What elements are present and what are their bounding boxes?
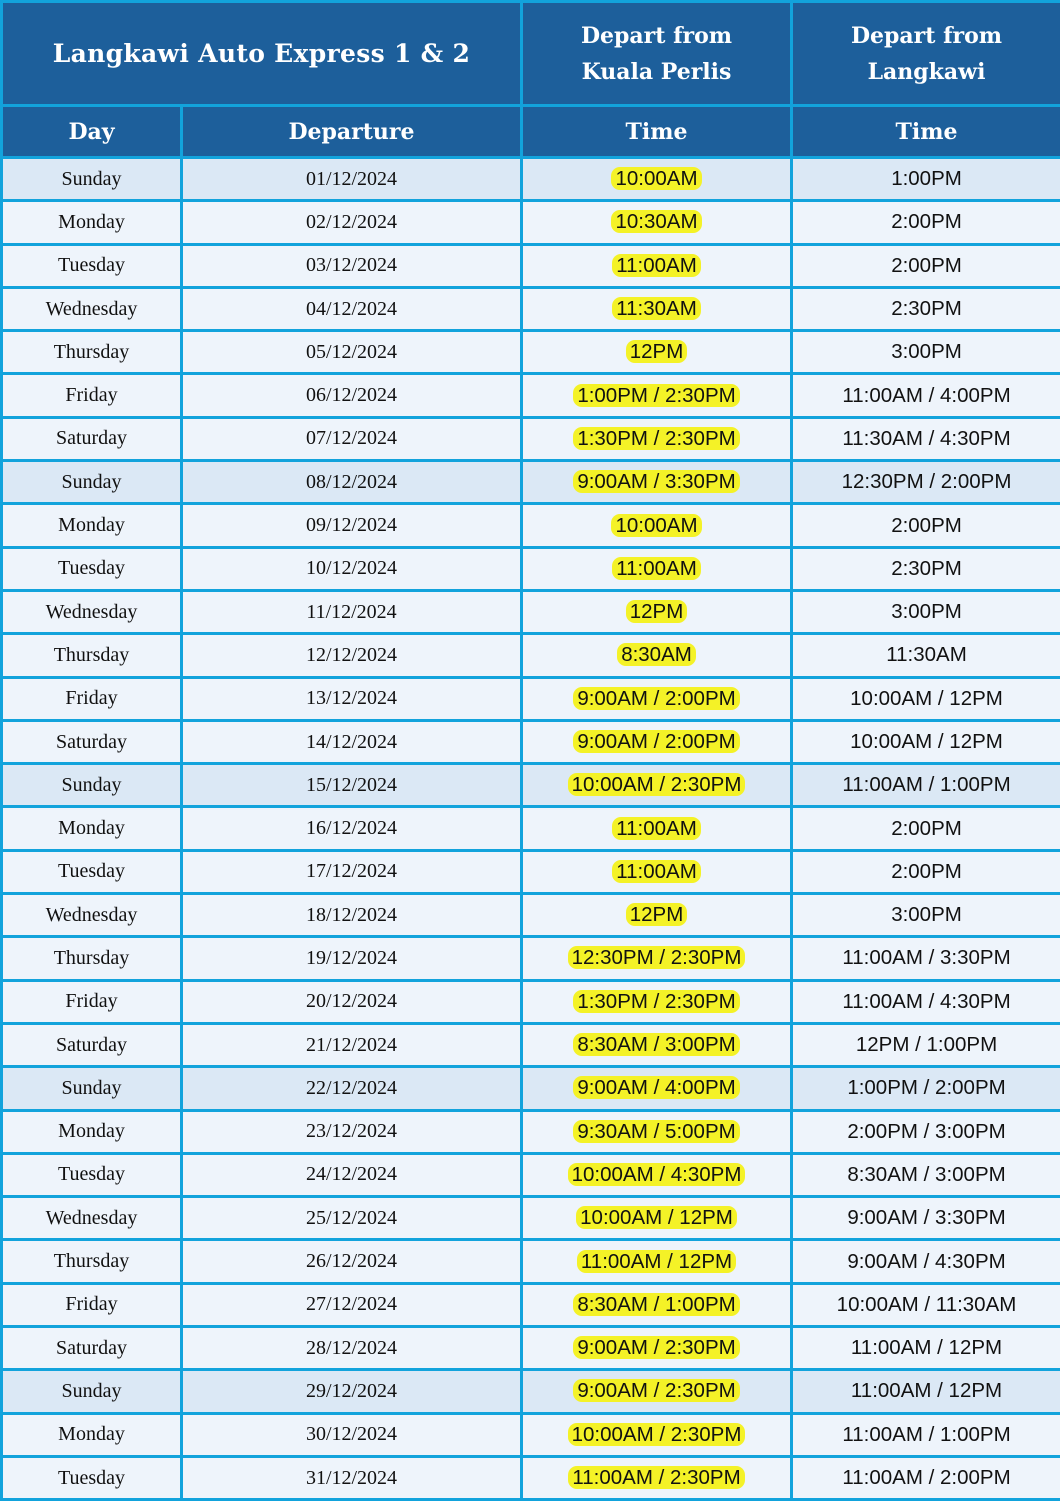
- day-cell: Saturday: [2, 417, 182, 460]
- table-row: [2, 1023, 1060, 1066]
- langkawi-time-cell: 11:30AM: [792, 634, 1060, 677]
- highlighted-time: 1:30PM / 2:30PM: [573, 990, 739, 1013]
- highlighted-time: 8:30AM: [617, 643, 696, 666]
- langkawi-time-cell: 3:00PM: [792, 894, 1060, 937]
- kuala-perlis-time-cell: [522, 590, 792, 633]
- highlighted-time: 12PM: [626, 340, 688, 363]
- day-cell: Thursday: [2, 634, 182, 677]
- departure-date-cell: 30/12/2024: [182, 1413, 522, 1456]
- langkawi-time-cell: 2:00PM / 3:00PM: [792, 1110, 1060, 1153]
- departure-date-cell: 16/12/2024: [182, 807, 522, 850]
- langkawi-time-cell: 11:00AM / 12PM: [792, 1327, 1060, 1370]
- day-cell: Sunday: [2, 461, 182, 504]
- kuala-perlis-time-cell: [522, 1067, 792, 1110]
- departure-date-cell: 13/12/2024: [182, 677, 522, 720]
- langkawi-time-cell: 11:00AM / 1:00PM: [792, 1413, 1060, 1456]
- day-cell: Friday: [2, 677, 182, 720]
- kuala-perlis-time-cell: [522, 894, 792, 937]
- day-cell: Tuesday: [2, 1153, 182, 1196]
- langkawi-time-cell: 8:30AM / 3:00PM: [792, 1153, 1060, 1196]
- day-cell: Monday: [2, 1413, 182, 1456]
- departure-date-cell: 14/12/2024: [182, 720, 522, 763]
- highlighted-time: 8:30AM / 3:00PM: [573, 1033, 739, 1056]
- table-row: [2, 547, 1060, 590]
- highlighted-time: 10:00AM / 4:30PM: [568, 1163, 746, 1186]
- schedule-body: [2, 158, 1060, 1500]
- highlighted-time: 11:00AM: [612, 860, 701, 883]
- column-header-time-kuala-perlis: Time: [522, 106, 792, 158]
- table-row: [2, 374, 1060, 417]
- table-row: [2, 937, 1060, 980]
- langkawi-time-cell: 11:00AM / 3:30PM: [792, 937, 1060, 980]
- kuala-perlis-time-cell: [522, 287, 792, 330]
- day-cell: Thursday: [2, 1240, 182, 1283]
- highlighted-time: 9:00AM / 3:30PM: [573, 470, 739, 493]
- table-row: [2, 417, 1060, 460]
- highlighted-time: 9:00AM / 4:00PM: [573, 1076, 739, 1099]
- kuala-perlis-time-cell: [522, 417, 792, 460]
- departure-date-cell: 27/12/2024: [182, 1283, 522, 1326]
- table-row: [2, 461, 1060, 504]
- kuala-perlis-time-cell: [522, 461, 792, 504]
- departure-date-cell: 08/12/2024: [182, 461, 522, 504]
- highlighted-time: 9:00AM / 2:30PM: [573, 1336, 739, 1359]
- highlighted-time: 10:00AM / 2:30PM: [568, 773, 746, 796]
- day-cell: Monday: [2, 1110, 182, 1153]
- service-title: Langkawi Auto Express 1 & 2: [2, 2, 522, 106]
- departure-date-cell: 25/12/2024: [182, 1197, 522, 1240]
- langkawi-time-cell: 11:00AM / 1:00PM: [792, 764, 1060, 807]
- highlighted-time: 1:00PM / 2:30PM: [573, 384, 739, 407]
- kuala-perlis-time-cell: [522, 937, 792, 980]
- langkawi-time-cell: 2:00PM: [792, 807, 1060, 850]
- langkawi-time-cell: 9:00AM / 3:30PM: [792, 1197, 1060, 1240]
- table-row: [2, 634, 1060, 677]
- departure-date-cell: 12/12/2024: [182, 634, 522, 677]
- day-cell: Thursday: [2, 331, 182, 374]
- langkawi-time-cell: 10:00AM / 12PM: [792, 720, 1060, 763]
- header-row-columns: [2, 106, 1060, 158]
- highlighted-time: 9:00AM / 2:30PM: [573, 1379, 739, 1402]
- day-cell: Wednesday: [2, 1197, 182, 1240]
- langkawi-time-cell: 11:00AM / 4:30PM: [792, 980, 1060, 1023]
- table-row: [2, 1153, 1060, 1196]
- highlighted-time: 11:00AM: [612, 817, 701, 840]
- highlighted-time: 10:00AM: [611, 167, 701, 190]
- table-row: [2, 720, 1060, 763]
- kuala-perlis-time-cell: [522, 1240, 792, 1283]
- table-row: [2, 980, 1060, 1023]
- day-cell: Tuesday: [2, 1456, 182, 1499]
- depart-lk-line2: Langkawi: [793, 54, 1060, 90]
- kuala-perlis-time-cell: [522, 1370, 792, 1413]
- column-header-departure: Departure: [182, 106, 522, 158]
- langkawi-time-cell: 12PM / 1:00PM: [792, 1023, 1060, 1066]
- departure-date-cell: 03/12/2024: [182, 244, 522, 287]
- table-row: [2, 1067, 1060, 1110]
- departure-date-cell: 20/12/2024: [182, 980, 522, 1023]
- table-row: [2, 287, 1060, 330]
- day-cell: Monday: [2, 807, 182, 850]
- day-cell: Tuesday: [2, 244, 182, 287]
- langkawi-time-cell: 2:30PM: [792, 547, 1060, 590]
- departure-date-cell: 11/12/2024: [182, 590, 522, 633]
- kuala-perlis-time-cell: [522, 677, 792, 720]
- day-cell: Thursday: [2, 937, 182, 980]
- langkawi-time-cell: 2:00PM: [792, 850, 1060, 893]
- departure-date-cell: 06/12/2024: [182, 374, 522, 417]
- kuala-perlis-time-cell: [522, 158, 792, 201]
- kuala-perlis-time-cell: [522, 547, 792, 590]
- langkawi-time-cell: 11:30AM / 4:30PM: [792, 417, 1060, 460]
- table-row: [2, 677, 1060, 720]
- langkawi-time-cell: 2:00PM: [792, 244, 1060, 287]
- highlighted-time: 11:30AM: [612, 297, 701, 320]
- departure-date-cell: 18/12/2024: [182, 894, 522, 937]
- departure-date-cell: 29/12/2024: [182, 1370, 522, 1413]
- table-row: [2, 894, 1060, 937]
- day-cell: Saturday: [2, 1023, 182, 1066]
- langkawi-time-cell: 11:00AM / 12PM: [792, 1370, 1060, 1413]
- table-row: [2, 1283, 1060, 1326]
- day-cell: Monday: [2, 504, 182, 547]
- table-row: [2, 201, 1060, 244]
- kuala-perlis-time-cell: [522, 1327, 792, 1370]
- column-header-day: Day: [2, 106, 182, 158]
- langkawi-time-cell: 2:00PM: [792, 504, 1060, 547]
- highlighted-time: 12PM: [626, 600, 688, 623]
- table-row: [2, 764, 1060, 807]
- day-cell: Sunday: [2, 764, 182, 807]
- departure-date-cell: 19/12/2024: [182, 937, 522, 980]
- kuala-perlis-time-cell: [522, 764, 792, 807]
- table-row: [2, 1370, 1060, 1413]
- departure-date-cell: 17/12/2024: [182, 850, 522, 893]
- departure-date-cell: 15/12/2024: [182, 764, 522, 807]
- kuala-perlis-time-cell: [522, 720, 792, 763]
- day-cell: Saturday: [2, 720, 182, 763]
- departure-date-cell: 05/12/2024: [182, 331, 522, 374]
- table-row: [2, 850, 1060, 893]
- departure-date-cell: 24/12/2024: [182, 1153, 522, 1196]
- highlighted-time: 9:00AM / 2:00PM: [573, 687, 739, 710]
- kuala-perlis-time-cell: [522, 1283, 792, 1326]
- day-cell: Friday: [2, 1283, 182, 1326]
- highlighted-time: 11:00AM: [612, 557, 701, 580]
- langkawi-time-cell: 11:00AM / 2:00PM: [792, 1456, 1060, 1499]
- langkawi-time-cell: 1:00PM / 2:00PM: [792, 1067, 1060, 1110]
- langkawi-time-cell: 3:00PM: [792, 331, 1060, 374]
- highlighted-time: 9:30AM / 5:00PM: [573, 1120, 739, 1143]
- departure-date-cell: 07/12/2024: [182, 417, 522, 460]
- departure-date-cell: 22/12/2024: [182, 1067, 522, 1110]
- kuala-perlis-time-cell: [522, 374, 792, 417]
- table-row: [2, 158, 1060, 201]
- day-cell: Monday: [2, 201, 182, 244]
- column-header-time-langkawi: Time: [792, 106, 1060, 158]
- depart-langkawi-header: [792, 2, 1060, 106]
- langkawi-time-cell: 2:00PM: [792, 201, 1060, 244]
- day-cell: Sunday: [2, 158, 182, 201]
- kuala-perlis-time-cell: [522, 1153, 792, 1196]
- departure-date-cell: 23/12/2024: [182, 1110, 522, 1153]
- langkawi-time-cell: 10:00AM / 12PM: [792, 677, 1060, 720]
- highlighted-time: 12PM: [626, 903, 688, 926]
- day-cell: Wednesday: [2, 287, 182, 330]
- kuala-perlis-time-cell: [522, 201, 792, 244]
- langkawi-time-cell: 10:00AM / 11:30AM: [792, 1283, 1060, 1326]
- kuala-perlis-time-cell: [522, 504, 792, 547]
- day-cell: Wednesday: [2, 590, 182, 633]
- langkawi-time-cell: 2:30PM: [792, 287, 1060, 330]
- departure-date-cell: 26/12/2024: [182, 1240, 522, 1283]
- highlighted-time: 11:00AM / 2:30PM: [568, 1466, 744, 1489]
- highlighted-time: 10:30AM: [611, 210, 701, 233]
- langkawi-time-cell: 11:00AM / 4:00PM: [792, 374, 1060, 417]
- day-cell: Sunday: [2, 1370, 182, 1413]
- highlighted-time: 1:30PM / 2:30PM: [573, 427, 739, 450]
- day-cell: Friday: [2, 374, 182, 417]
- kuala-perlis-time-cell: [522, 807, 792, 850]
- departure-date-cell: 21/12/2024: [182, 1023, 522, 1066]
- depart-kp-line2: Kuala Perlis: [523, 54, 790, 90]
- day-cell: Tuesday: [2, 850, 182, 893]
- day-cell: Tuesday: [2, 547, 182, 590]
- table-row: [2, 331, 1060, 374]
- table-row: [2, 1240, 1060, 1283]
- day-cell: Friday: [2, 980, 182, 1023]
- langkawi-time-cell: 12:30PM / 2:00PM: [792, 461, 1060, 504]
- langkawi-time-cell: 1:00PM: [792, 158, 1060, 201]
- depart-lk-line1: Depart from: [793, 18, 1060, 54]
- highlighted-time: 9:00AM / 2:00PM: [573, 730, 739, 753]
- table-row: [2, 590, 1060, 633]
- highlighted-time: 8:30AM / 1:00PM: [573, 1293, 739, 1316]
- table-row: [2, 1110, 1060, 1153]
- langkawi-time-cell: 3:00PM: [792, 590, 1060, 633]
- day-cell: Wednesday: [2, 894, 182, 937]
- highlighted-time: 10:00AM: [611, 514, 701, 537]
- table-row: [2, 1327, 1060, 1370]
- kuala-perlis-time-cell: [522, 1023, 792, 1066]
- departure-date-cell: 28/12/2024: [182, 1327, 522, 1370]
- table-row: [2, 1456, 1060, 1499]
- kuala-perlis-time-cell: [522, 1413, 792, 1456]
- day-cell: Saturday: [2, 1327, 182, 1370]
- kuala-perlis-time-cell: [522, 1110, 792, 1153]
- depart-kp-line1: Depart from: [523, 18, 790, 54]
- highlighted-time: 12:30PM / 2:30PM: [568, 946, 746, 969]
- langkawi-time-cell: 9:00AM / 4:30PM: [792, 1240, 1060, 1283]
- departure-date-cell: 09/12/2024: [182, 504, 522, 547]
- kuala-perlis-time-cell: [522, 980, 792, 1023]
- kuala-perlis-time-cell: [522, 1197, 792, 1240]
- table-row: [2, 1413, 1060, 1456]
- departure-date-cell: 01/12/2024: [182, 158, 522, 201]
- departure-date-cell: 10/12/2024: [182, 547, 522, 590]
- depart-kuala-perlis-header: [522, 2, 792, 106]
- highlighted-time: 11:00AM / 12PM: [577, 1250, 736, 1273]
- highlighted-time: 10:00AM / 12PM: [576, 1206, 737, 1229]
- kuala-perlis-time-cell: [522, 850, 792, 893]
- departure-date-cell: 31/12/2024: [182, 1456, 522, 1499]
- kuala-perlis-time-cell: [522, 634, 792, 677]
- departure-date-cell: 02/12/2024: [182, 201, 522, 244]
- table-row: [2, 1197, 1060, 1240]
- header-row-top: [2, 2, 1060, 106]
- table-row: [2, 244, 1060, 287]
- departure-date-cell: 04/12/2024: [182, 287, 522, 330]
- table-row: [2, 504, 1060, 547]
- kuala-perlis-time-cell: [522, 244, 792, 287]
- kuala-perlis-time-cell: [522, 1456, 792, 1499]
- day-cell: Sunday: [2, 1067, 182, 1110]
- table-row: [2, 807, 1060, 850]
- kuala-perlis-time-cell: [522, 331, 792, 374]
- highlighted-time: 10:00AM / 2:30PM: [568, 1423, 746, 1446]
- highlighted-time: 11:00AM: [612, 254, 701, 277]
